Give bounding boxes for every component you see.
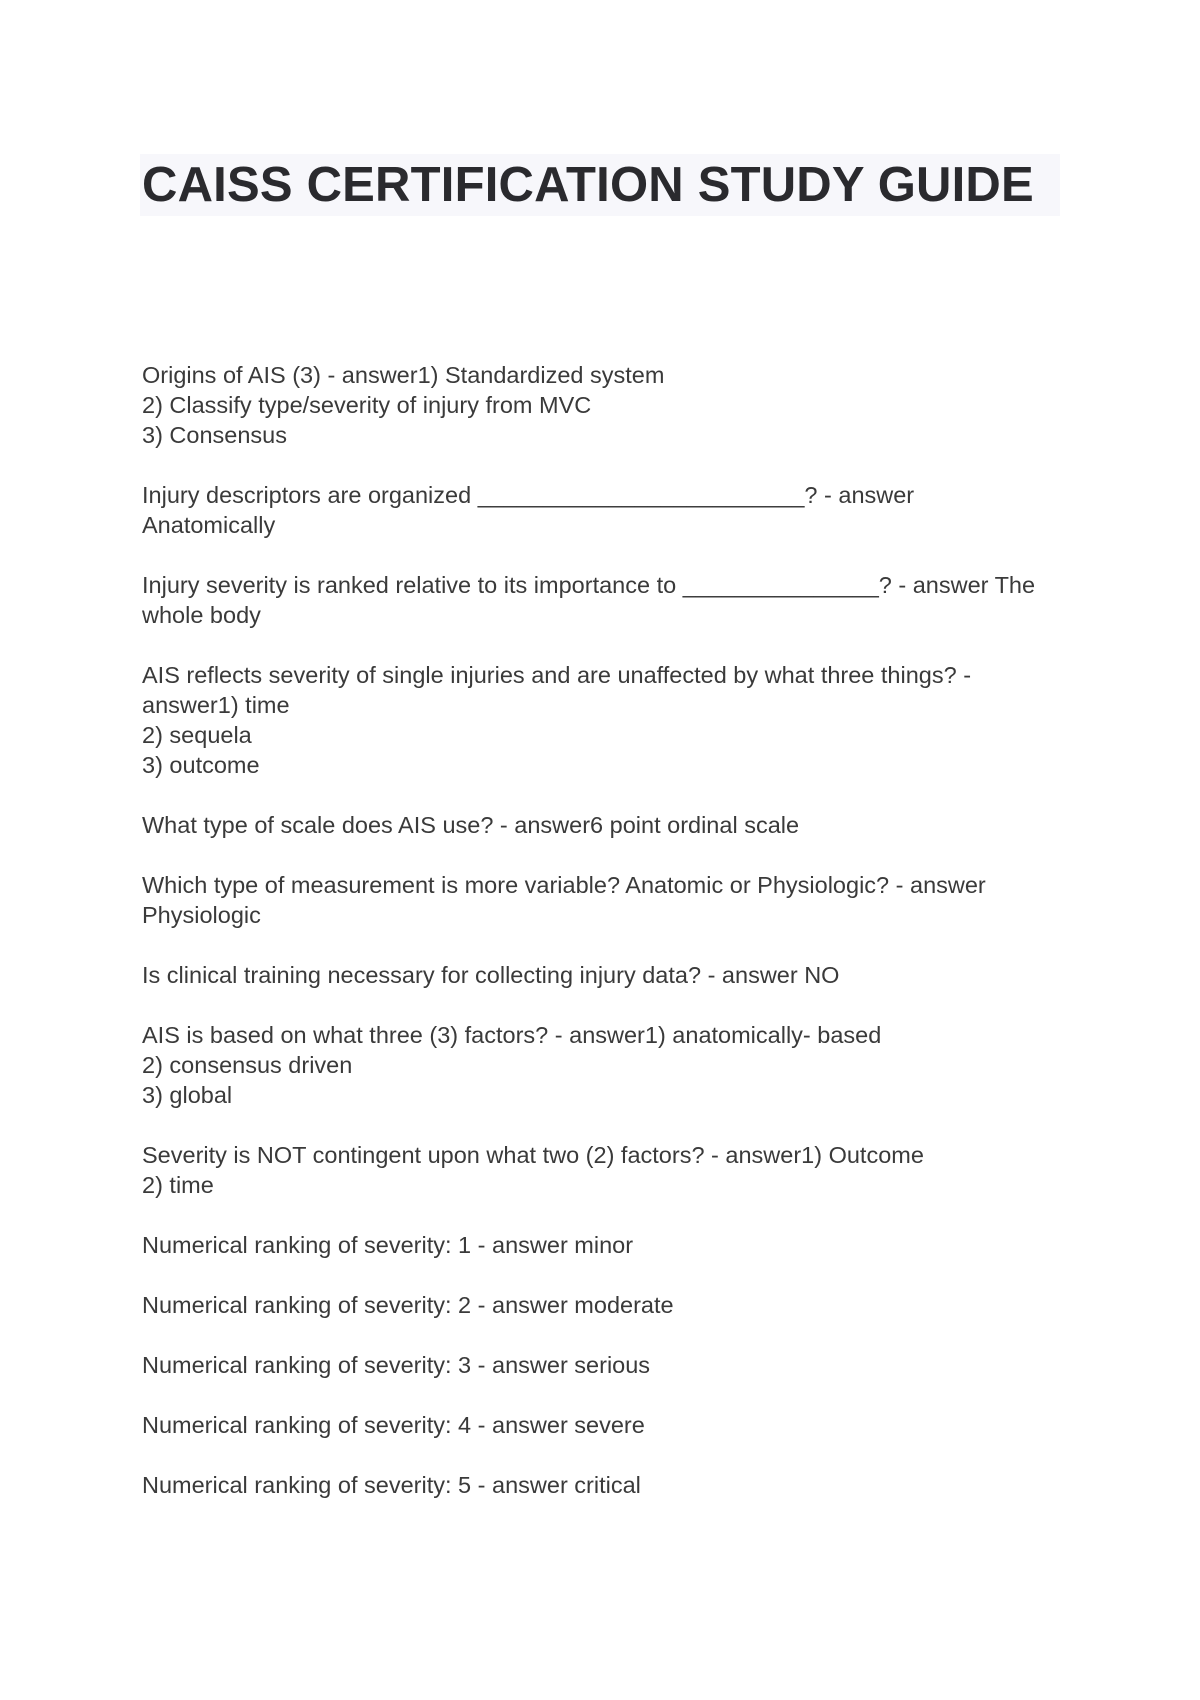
qa-line: Numerical ranking of severity: 1 - answer minor bbox=[142, 1232, 634, 1258]
qa-line: Numerical ranking of severity: 4 - answer severe bbox=[142, 1412, 645, 1438]
qa-entry-ranking-3 bbox=[142, 1350, 1042, 1380]
qa-line: What type of scale does AIS use? - answer6 point ordinal scale bbox=[142, 812, 800, 838]
qa-line: Injury severity is ranked relative to its importance to _______________? - answer The bbox=[142, 572, 1036, 598]
qa-entry-ranking-4 bbox=[142, 1410, 1042, 1440]
qa-entry-ranking-5 bbox=[142, 1470, 1042, 1500]
qa-entry-ranking-1 bbox=[142, 1230, 1042, 1260]
qa-entry-severity-ranked bbox=[142, 570, 1042, 630]
qa-line: Physiologic bbox=[142, 902, 261, 928]
qa-line: Origins of AIS (3) - answer1) Standardized system bbox=[142, 362, 665, 388]
qa-entry-origins bbox=[142, 360, 1042, 450]
qa-line: 3) outcome bbox=[142, 752, 260, 778]
qa-entry-unaffected-by bbox=[142, 660, 1042, 780]
qa-line: Numerical ranking of severity: 3 - answer serious bbox=[142, 1352, 651, 1378]
qa-entry-based-on bbox=[142, 1020, 1042, 1110]
qa-entry-clinical-training bbox=[142, 960, 1042, 990]
qa-line: 3) Consensus bbox=[142, 422, 287, 448]
qa-line: Numerical ranking of severity: 5 - answer critical bbox=[142, 1472, 641, 1498]
qa-line: Anatomically bbox=[142, 512, 276, 538]
qa-line: 2) Classify type/severity of injury from MVC bbox=[142, 392, 592, 418]
qa-line: AIS reflects severity of single injuries and are unaffected by what three things? - bbox=[142, 662, 972, 688]
qa-line: Severity is NOT contingent upon what two (2) factors? - answer1) Outcome bbox=[142, 1142, 924, 1168]
qa-line: whole body bbox=[142, 602, 261, 628]
qa-entry-not-contingent bbox=[142, 1140, 1042, 1200]
page-title: CAISS CERTIFICATION STUDY GUIDE bbox=[142, 158, 1034, 212]
qa-line: Which type of measurement is more variable? Anatomic or Physiologic? - answer bbox=[142, 872, 986, 898]
qa-list bbox=[142, 360, 1042, 1530]
qa-line: 3) global bbox=[142, 1082, 233, 1108]
qa-line: Is clinical training necessary for collecting injury data? - answer NO bbox=[142, 962, 840, 988]
qa-entry-ranking-2 bbox=[142, 1290, 1042, 1320]
qa-line: AIS is based on what three (3) factors? - answer1) anatomically- based bbox=[142, 1022, 882, 1048]
qa-entry-descriptors bbox=[142, 480, 1042, 540]
qa-entry-scale-type bbox=[142, 810, 1042, 840]
qa-line: Numerical ranking of severity: 2 - answer moderate bbox=[142, 1292, 674, 1318]
qa-line: 2) consensus driven bbox=[142, 1052, 353, 1078]
qa-line: 2) time bbox=[142, 1172, 214, 1198]
qa-line: answer1) time bbox=[142, 692, 290, 718]
qa-entry-measurement bbox=[142, 870, 1042, 930]
qa-line: Injury descriptors are organized _________________________? - answer bbox=[142, 482, 915, 508]
qa-line: 2) sequela bbox=[142, 722, 252, 748]
